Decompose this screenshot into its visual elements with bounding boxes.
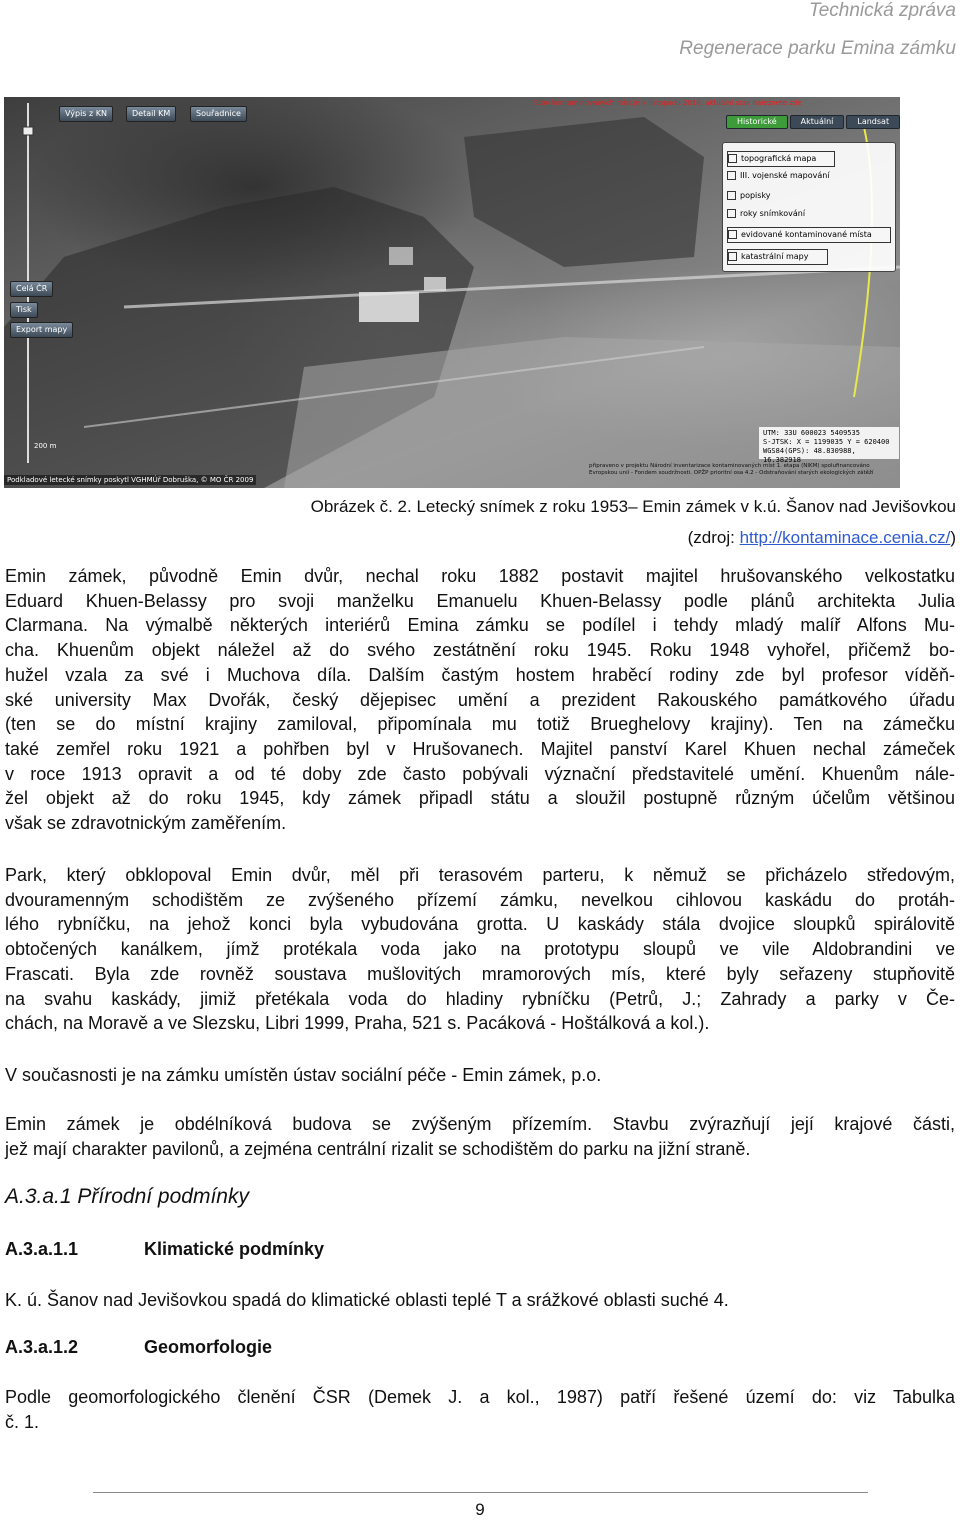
text-line: na svahu kaskády, jimiž přetékala voda do hladiny rybníčku (Petrů, J.; Zahrady a parky v Če-: [5, 988, 955, 1009]
tab-landsat[interactable]: Landsat: [846, 115, 900, 129]
aerial-photo-map: [4, 97, 900, 488]
text-line: (ten se do místní krajiny zamiloval, připomínala mu totiž Brueghelovy krajiny). Ten na zámečku: [5, 714, 955, 735]
text-line: obtočených kanálkem, jímž protékala voda jako na prototypu sloupů ve vile Aldobrandini ve: [5, 939, 955, 960]
paragraph-current-use: [5, 1063, 955, 1088]
layer-contaminated-sites[interactable]: evidované kontaminované místa: [727, 227, 891, 243]
text-line: K. ú. Šanov nad Jevišovkou spadá do klimatické oblasti teplé T a srážkové oblasti suché 4.: [5, 1290, 729, 1310]
whole-country-button[interactable]: Celá ČR: [10, 281, 53, 297]
text-line: však se zdravotnickým zaměřením.: [5, 813, 287, 834]
paragraph-building: [5, 1112, 955, 1161]
paragraph-history: [5, 564, 955, 836]
text-line: Frascati. Byla zde rovněž soustava mušlovitých mramorových mís, které byly seřazeny stupňovitě: [5, 963, 955, 984]
coord-wgs84: WGS84(GPS): 48.830988, 16.382918: [763, 447, 856, 464]
text-line: Emin zámek, původně Emin dvůr, nechal roku 1882 postavit majitel hrušovanského velkostatku: [5, 566, 955, 586]
header-doc-type: Technická zpráva: [808, 0, 956, 21]
checkbox-icon: [727, 171, 736, 180]
subsection-heading-climate: [5, 1239, 324, 1260]
text-line: č. 1.: [5, 1411, 40, 1432]
text-line: Eduard Khuen-Belassy pro svoji manželku Emanuelu Khuen-Belassy podle plánů architekta Julia: [5, 590, 955, 611]
project-footnote: připraveno v projektu Národní inventarizace kontaminovaných míst 1. etapa (NIKM) spolufinancováno Evropskou unií - Fondem soudržnosti. OPŽP prioritní osa 4.2 - Odstraňování starých ekologických zátěží: [589, 463, 874, 476]
checkbox-icon: [727, 191, 736, 200]
subsection-number: A.3.a.1.2: [5, 1337, 79, 1357]
subsection-number: A.3.a.1.1: [5, 1239, 79, 1259]
image-credit: Podkladové letecké snímky poskytl VGHMÚř Dobruška, © MO ČR 2009: [4, 475, 256, 485]
figure-source: [688, 528, 956, 548]
figure-caption: Obrázek č. 2. Letecký snímek z roku 1953– Emin zámek v k.ú. Šanov nad Jevišovkou: [310, 497, 956, 516]
source-suffix: ): [950, 528, 956, 547]
section-heading-natural-conditions: A.3.a.1 Přírodní podmínky: [5, 1185, 249, 1208]
paragraph-geomorphology: [5, 1385, 955, 1434]
text-line: Emin zámek je obdélníková budova se zvýšeným přízemím. Stavbu zvýrazňují její krajové části,: [5, 1114, 955, 1134]
text-line: hužel vzala za své i Muchova díla. Dalším častým hostem hraběcí rodiny zde byl profesor víděň-: [5, 664, 955, 685]
subsection-title: Klimatické podmínky: [144, 1239, 325, 1259]
coord-utm: UTM: 33U 600023 5409535: [763, 429, 860, 437]
source-prefix: (zdroj:: [687, 528, 740, 547]
layer-topographic[interactable]: topografická mapa: [727, 151, 835, 167]
subsection-heading-geomorphology: [5, 1337, 272, 1358]
paragraph-climate: [5, 1288, 955, 1313]
layer-cadastral[interactable]: katastrální mapy: [727, 249, 828, 265]
layer-years[interactable]: roky snímkování: [727, 207, 805, 221]
text-line: cha. Khuenům objekt náležel až do svého zestátnění roku 1945. Roku 1948 vyhořel, přičemž bo-: [5, 640, 955, 661]
map-type-tabs: [726, 115, 900, 129]
checkbox-icon: [728, 230, 737, 239]
text-line: V současnosti je na zámku umístěn ústav sociální péče - Emin zámek, p.o.: [5, 1065, 602, 1085]
layer-labels[interactable]: popisky: [727, 189, 771, 203]
map-detail-button[interactable]: Detail KM: [126, 106, 176, 122]
header-project-title: Regenerace parku Emina zámku: [679, 38, 956, 59]
text-line: žel objekt až do roku 1945, kdy zámek připadl státu a sloužil postupně různým účelům většinou: [5, 788, 955, 809]
scale-bar: 200 m: [34, 442, 57, 450]
coordinates-button[interactable]: Souřadnice: [190, 106, 247, 122]
source-link[interactable]: http://kontaminace.cenia.cz/: [739, 528, 951, 547]
coordinate-readout: [759, 427, 899, 464]
paragraph-park: [5, 863, 955, 1036]
text-line: Park, který obklopoval Emin dvůr, měl při terasovém parteru, k němuž se přicházelo středovým,: [5, 865, 955, 885]
text-line: lého rybníčku, na jehož konci byla vybudována grotta. U kaskády stála dvojice sloupků spirálovitě: [5, 914, 955, 935]
checkbox-icon: [728, 252, 737, 261]
text-line: dvouramenným schodištěm ze zvýšeného přízemí zámku, nevelkou cihlovou kaskádu do protáh-: [5, 889, 955, 910]
text-line: Clarmana. Na výmalbě některých interiérů Emina zámku se podílel i tehdy mladý malíř Alfons Mu-: [5, 615, 955, 636]
text-line: chách, na Moravě a ve Slezsku, Libri 1999, Praha, 521 s. Pacáková - Hoštálková a kol.).: [5, 1013, 710, 1034]
coord-sjtsk: S-JTSK: X = 1199035 Y = 620400: [763, 438, 890, 446]
tab-current[interactable]: Aktuální: [790, 115, 845, 129]
layer-panel: [722, 142, 896, 272]
print-button[interactable]: Tisk: [10, 302, 38, 318]
data-status-notice[interactable]: Stav kontaminovaných míst je k listopadu 2010, aktuální stav naleznete zde: [534, 99, 802, 107]
parcel-listing-button[interactable]: Výpis z KN: [59, 106, 113, 122]
checkbox-icon: [728, 154, 737, 163]
text-line: v roce 1913 opravit a od té doby zde často pobývali význační představitelé umění. Khuenům nále-: [5, 763, 955, 784]
text-line: jež mají charakter pavilonů, a zejména centrální rizalit se schodištěm do parku na jižní straně.: [5, 1138, 751, 1159]
text-line: Podle geomorfologického členění ČSR (Demek J. a kol., 1987) patří řešené území do: viz Tabulka: [5, 1387, 955, 1407]
layer-military-survey[interactable]: III. vojenské mapování: [727, 169, 830, 183]
text-line: také zemřel roku 1921 a pohřben byl v Hrušovanech. Majitel panství Karel Khuen nechal zámeček: [5, 738, 955, 759]
checkbox-icon: [727, 209, 736, 218]
subsection-title: Geomorfologie: [144, 1337, 273, 1357]
text-line: ské university Max Dvořák, český dějepisec umění a prezident Rakouského památkového úřadu: [5, 689, 955, 710]
page-number: 9: [475, 1500, 485, 1519]
footer-rule: [93, 1492, 868, 1493]
export-map-button[interactable]: Export mapy: [10, 322, 73, 338]
tab-historical[interactable]: Historické: [726, 115, 788, 129]
